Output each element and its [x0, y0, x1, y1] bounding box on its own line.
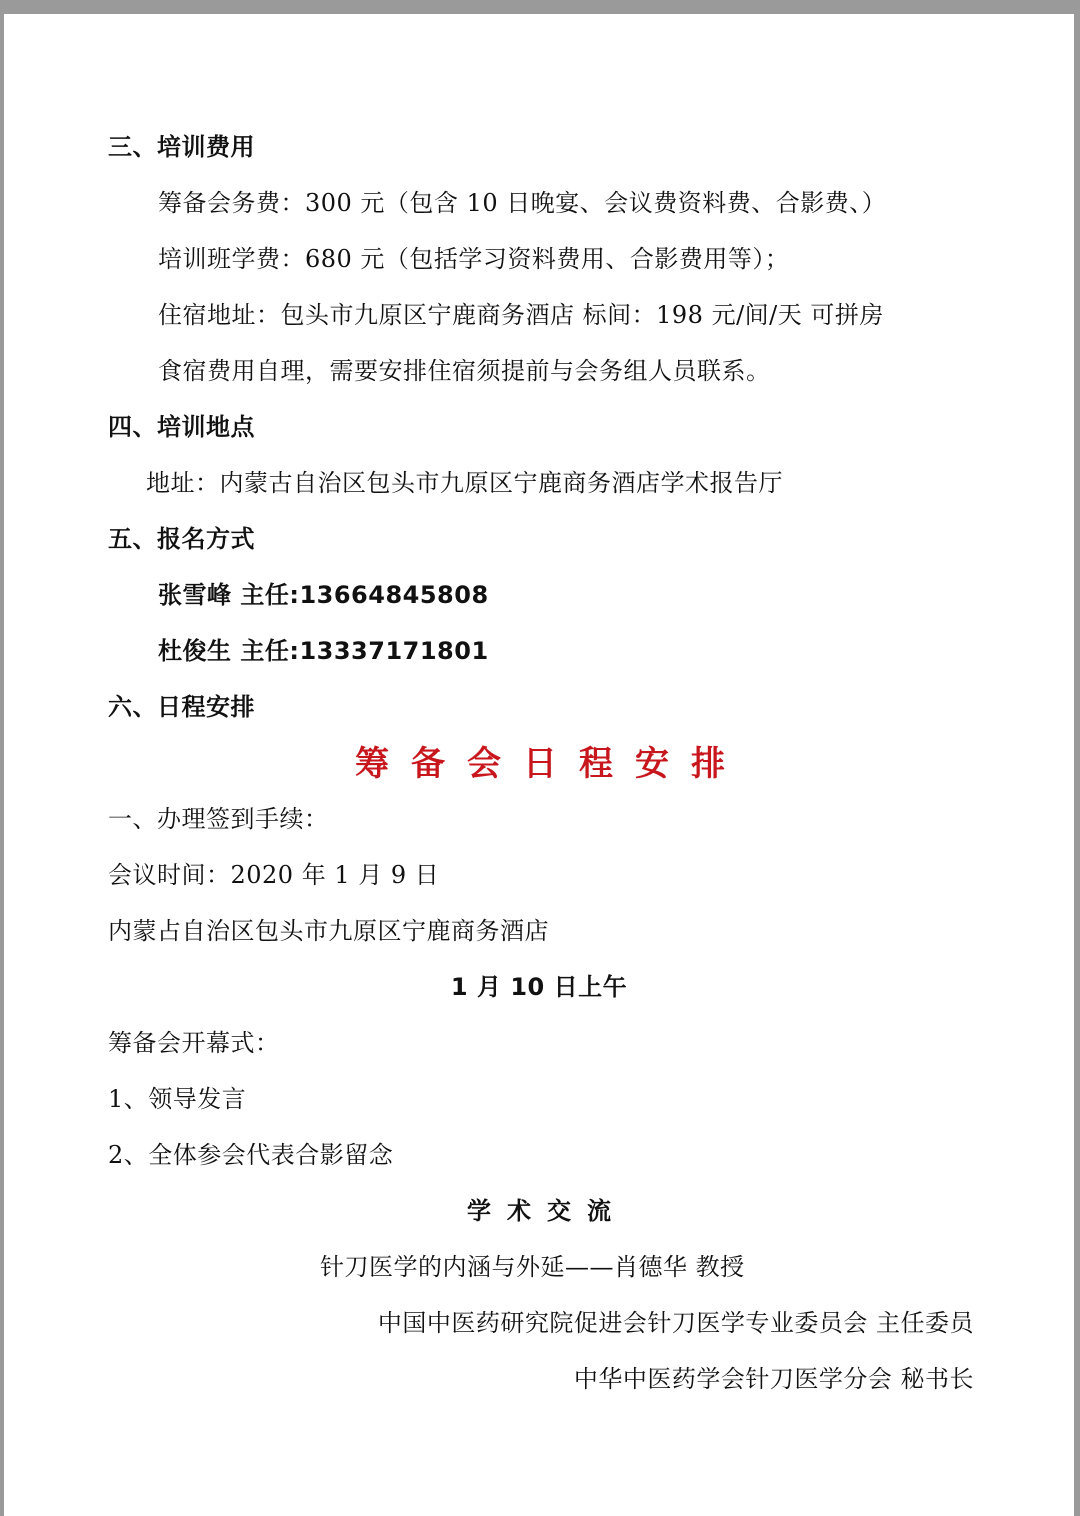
speaker-title: 中华中医药学会针刀医学分会 秘书长 — [573, 1365, 974, 1393]
section-heading-location: 四、培训地点 — [108, 413, 255, 441]
contact-line: 张雪峰 主任:13664845808 — [158, 581, 489, 609]
checkin-heading: 一、办理签到手续： — [108, 805, 329, 833]
meeting-time: 会议时间：2020 年 1 月 9 日 — [108, 861, 440, 889]
agenda-item: 2、全体参会代表合影留念 — [108, 1141, 394, 1169]
fee-line: 食宿费用自理，需要安排住宿须提前与会务组人员联系。 — [158, 357, 771, 385]
section-heading-fees: 三、培训费用 — [108, 133, 255, 161]
section-heading-schedule: 六、日程安排 — [108, 693, 255, 721]
day-heading: 1 月 10 日上午 — [450, 973, 628, 1001]
viewer-top-border — [0, 0, 1080, 14]
speaker-title: 中国中医药研究院促进会针刀医学专业委员会 主任委员 — [377, 1309, 974, 1337]
fee-line: 住宿地址：包头市九原区宁鹿商务酒店 标间：198 元/间/天 可拼房 — [158, 301, 884, 329]
contact-line: 杜俊生 主任:13337171801 — [158, 637, 489, 665]
opening-ceremony-heading: 筹备会开幕式： — [108, 1029, 280, 1057]
talk-line: 针刀医学的内涵与外延——肖德华 教授 — [320, 1253, 745, 1281]
meeting-venue: 内蒙占自治区包头市九原区宁鹿商务酒店 — [108, 917, 549, 945]
document-page — [4, 14, 1074, 1516]
fee-line: 培训班学费：680 元（包括学习资料费用、合影费用等）； — [158, 245, 790, 273]
academic-exchange-heading: 学术交流 — [467, 1197, 627, 1225]
agenda-item: 1、领导发言 — [108, 1085, 247, 1113]
section-heading-registration: 五、报名方式 — [108, 525, 255, 553]
agenda-title: 筹备会日程安排 — [355, 744, 747, 784]
fee-line: 筹备会务费：300 元（包含 10 日晚宴、会议费资料费、合影费、） — [158, 189, 887, 217]
location-address: 地址：内蒙古自治区包头市九原区宁鹿商务酒店学术报告厅 — [146, 469, 783, 497]
